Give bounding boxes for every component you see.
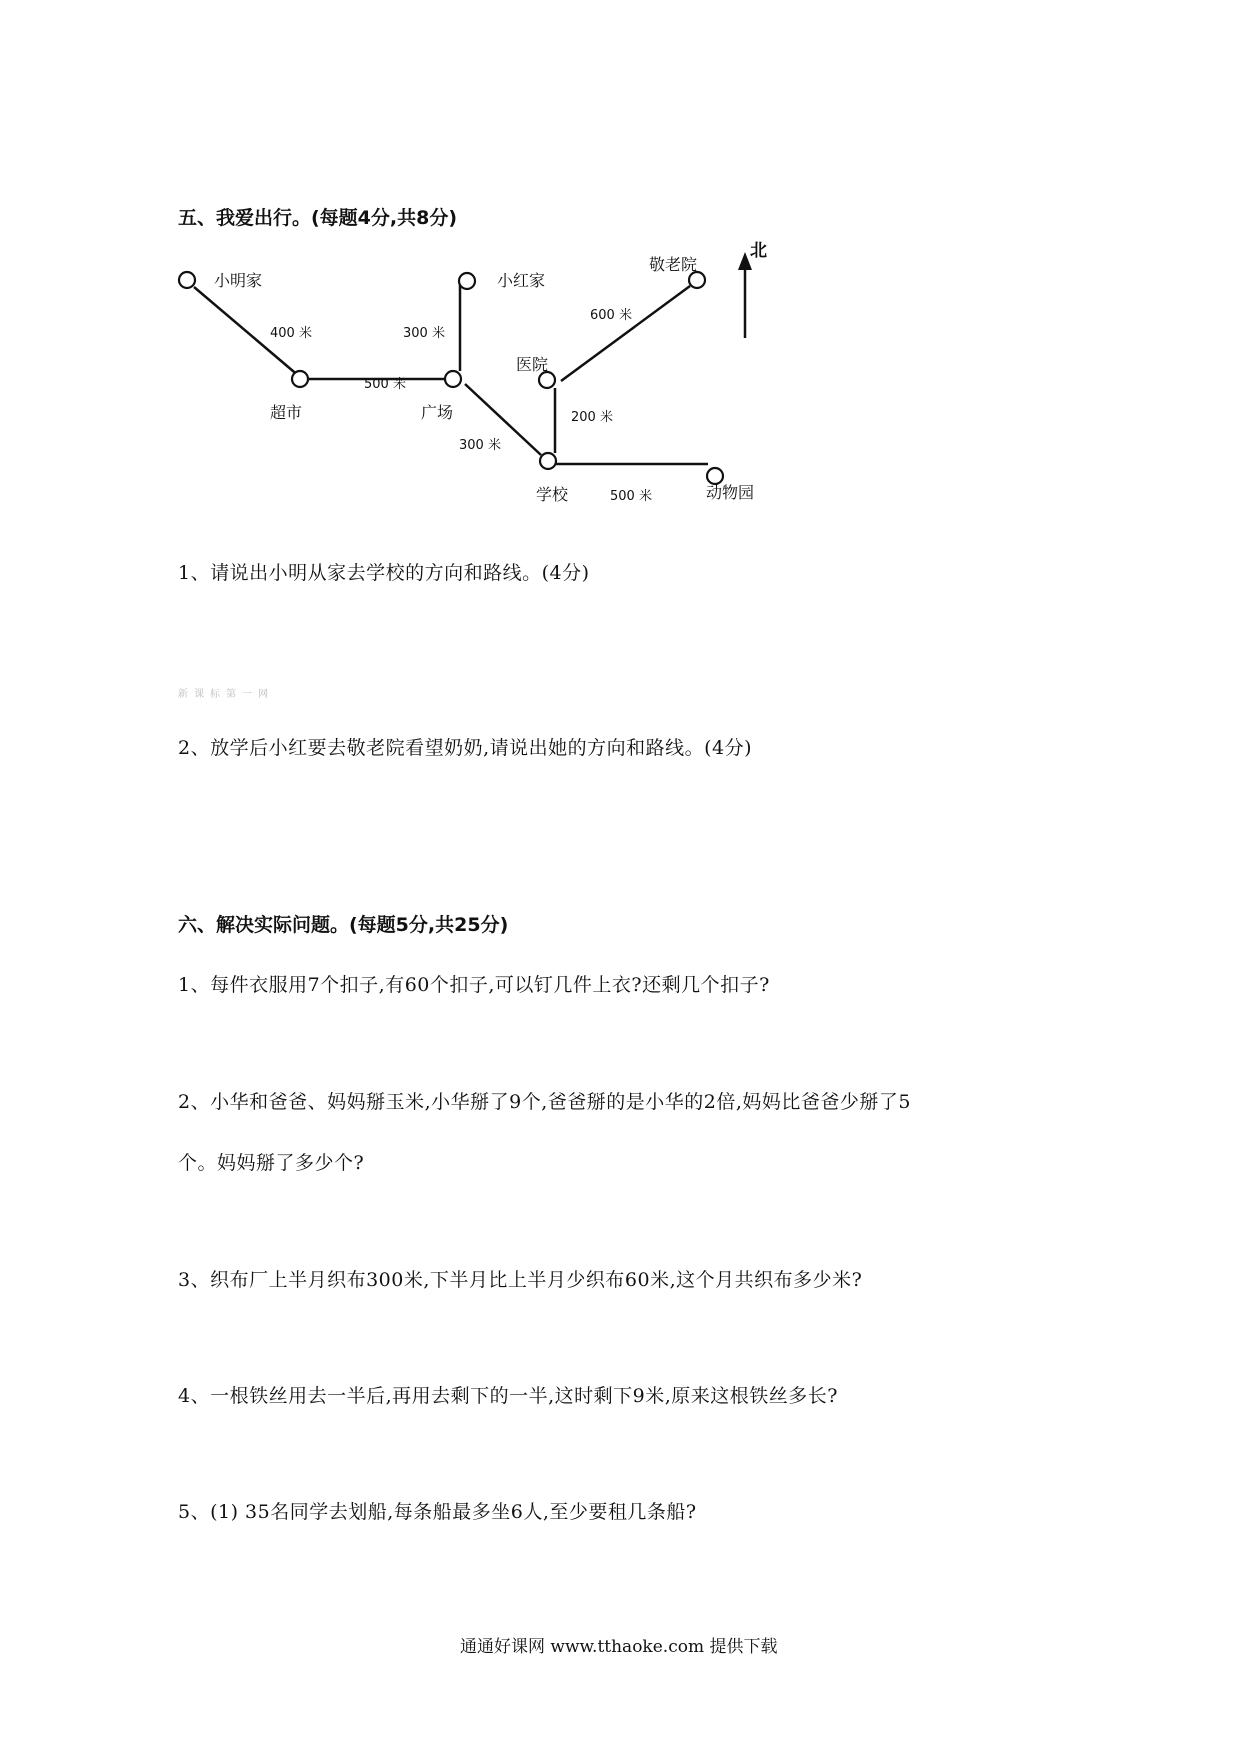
label-zoo: 动物园: [706, 483, 755, 502]
distance-square-school: 300 米: [459, 438, 501, 453]
distance-supermarket-square: 500 米: [364, 377, 406, 392]
section5-question-1: 1、请说出小明从家去学校的方向和路线。(4分): [178, 562, 590, 584]
label-supermarket: 超市: [270, 403, 303, 422]
node-supermarket: [292, 371, 308, 387]
node-zoo: [707, 468, 723, 484]
route-map: [0, 0, 1240, 520]
label-school: 学校: [536, 485, 569, 504]
section6-question-4: 4、一根铁丝用去一半后,再用去剩下的一半,这时剩下9米,原来这根铁丝多长?: [178, 1385, 838, 1407]
node-hospital: [539, 372, 555, 388]
node-xiaohong-home: [459, 273, 475, 289]
section6-title: 六、解决实际问题。(每题5分,共25分): [178, 914, 509, 936]
distance-school-zoo: 500 米: [610, 489, 652, 504]
label-square: 广场: [421, 403, 454, 422]
road-hospital-nursing-home: [561, 286, 690, 381]
section6-question-3: 3、织布厂上半月织布300米,下半月比上半月少织布60米,这个月共织布多少米?: [178, 1269, 863, 1291]
distance-school-hospital: 200 米: [571, 410, 613, 425]
section6-question-2-line2: 个。妈妈掰了多少个?: [178, 1152, 365, 1174]
north-label: 北: [750, 241, 767, 261]
section6-question-1: 1、每件衣服用7个扣子,有60个扣子,可以钉几件上衣?还剩几个扣子?: [178, 974, 770, 996]
map-nodes: [179, 272, 723, 484]
section6-question-5: 5、(1) 35名同学去划船,每条船最多坐6人,至少要租几条船?: [178, 1501, 697, 1523]
node-square: [445, 371, 461, 387]
label-hospital: 医院: [516, 355, 549, 374]
distance-home-supermarket: 400 米: [270, 326, 312, 341]
node-xiaoming-home: [179, 272, 195, 288]
distance-hospital-nursing-home: 600 米: [590, 308, 632, 323]
watermark: 新课标第一网: [178, 689, 274, 700]
section5-question-2: 2、放学后小红要去敬老院看望奶奶,请说出她的方向和路线。(4分): [178, 737, 753, 759]
distance-xiaohong-square: 300 米: [403, 326, 445, 341]
node-nursing-home: [689, 272, 705, 288]
section6-question-2-line1: 2、小华和爸爸、妈妈掰玉米,小华掰了9个,爸爸掰的是小华的2倍,妈妈比爸爸少掰了5: [178, 1091, 911, 1113]
section5-title: 五、我爱出行。(每题4分,共8分): [178, 207, 458, 229]
label-xiaoming-home: 小明家: [214, 271, 263, 290]
label-xiaohong-home: 小红家: [497, 271, 546, 290]
page-footer: 通通好课网 www.tthaoke.com 提供下载: [460, 1637, 778, 1657]
label-nursing-home: 敬老院: [649, 255, 698, 274]
node-school: [540, 453, 556, 469]
